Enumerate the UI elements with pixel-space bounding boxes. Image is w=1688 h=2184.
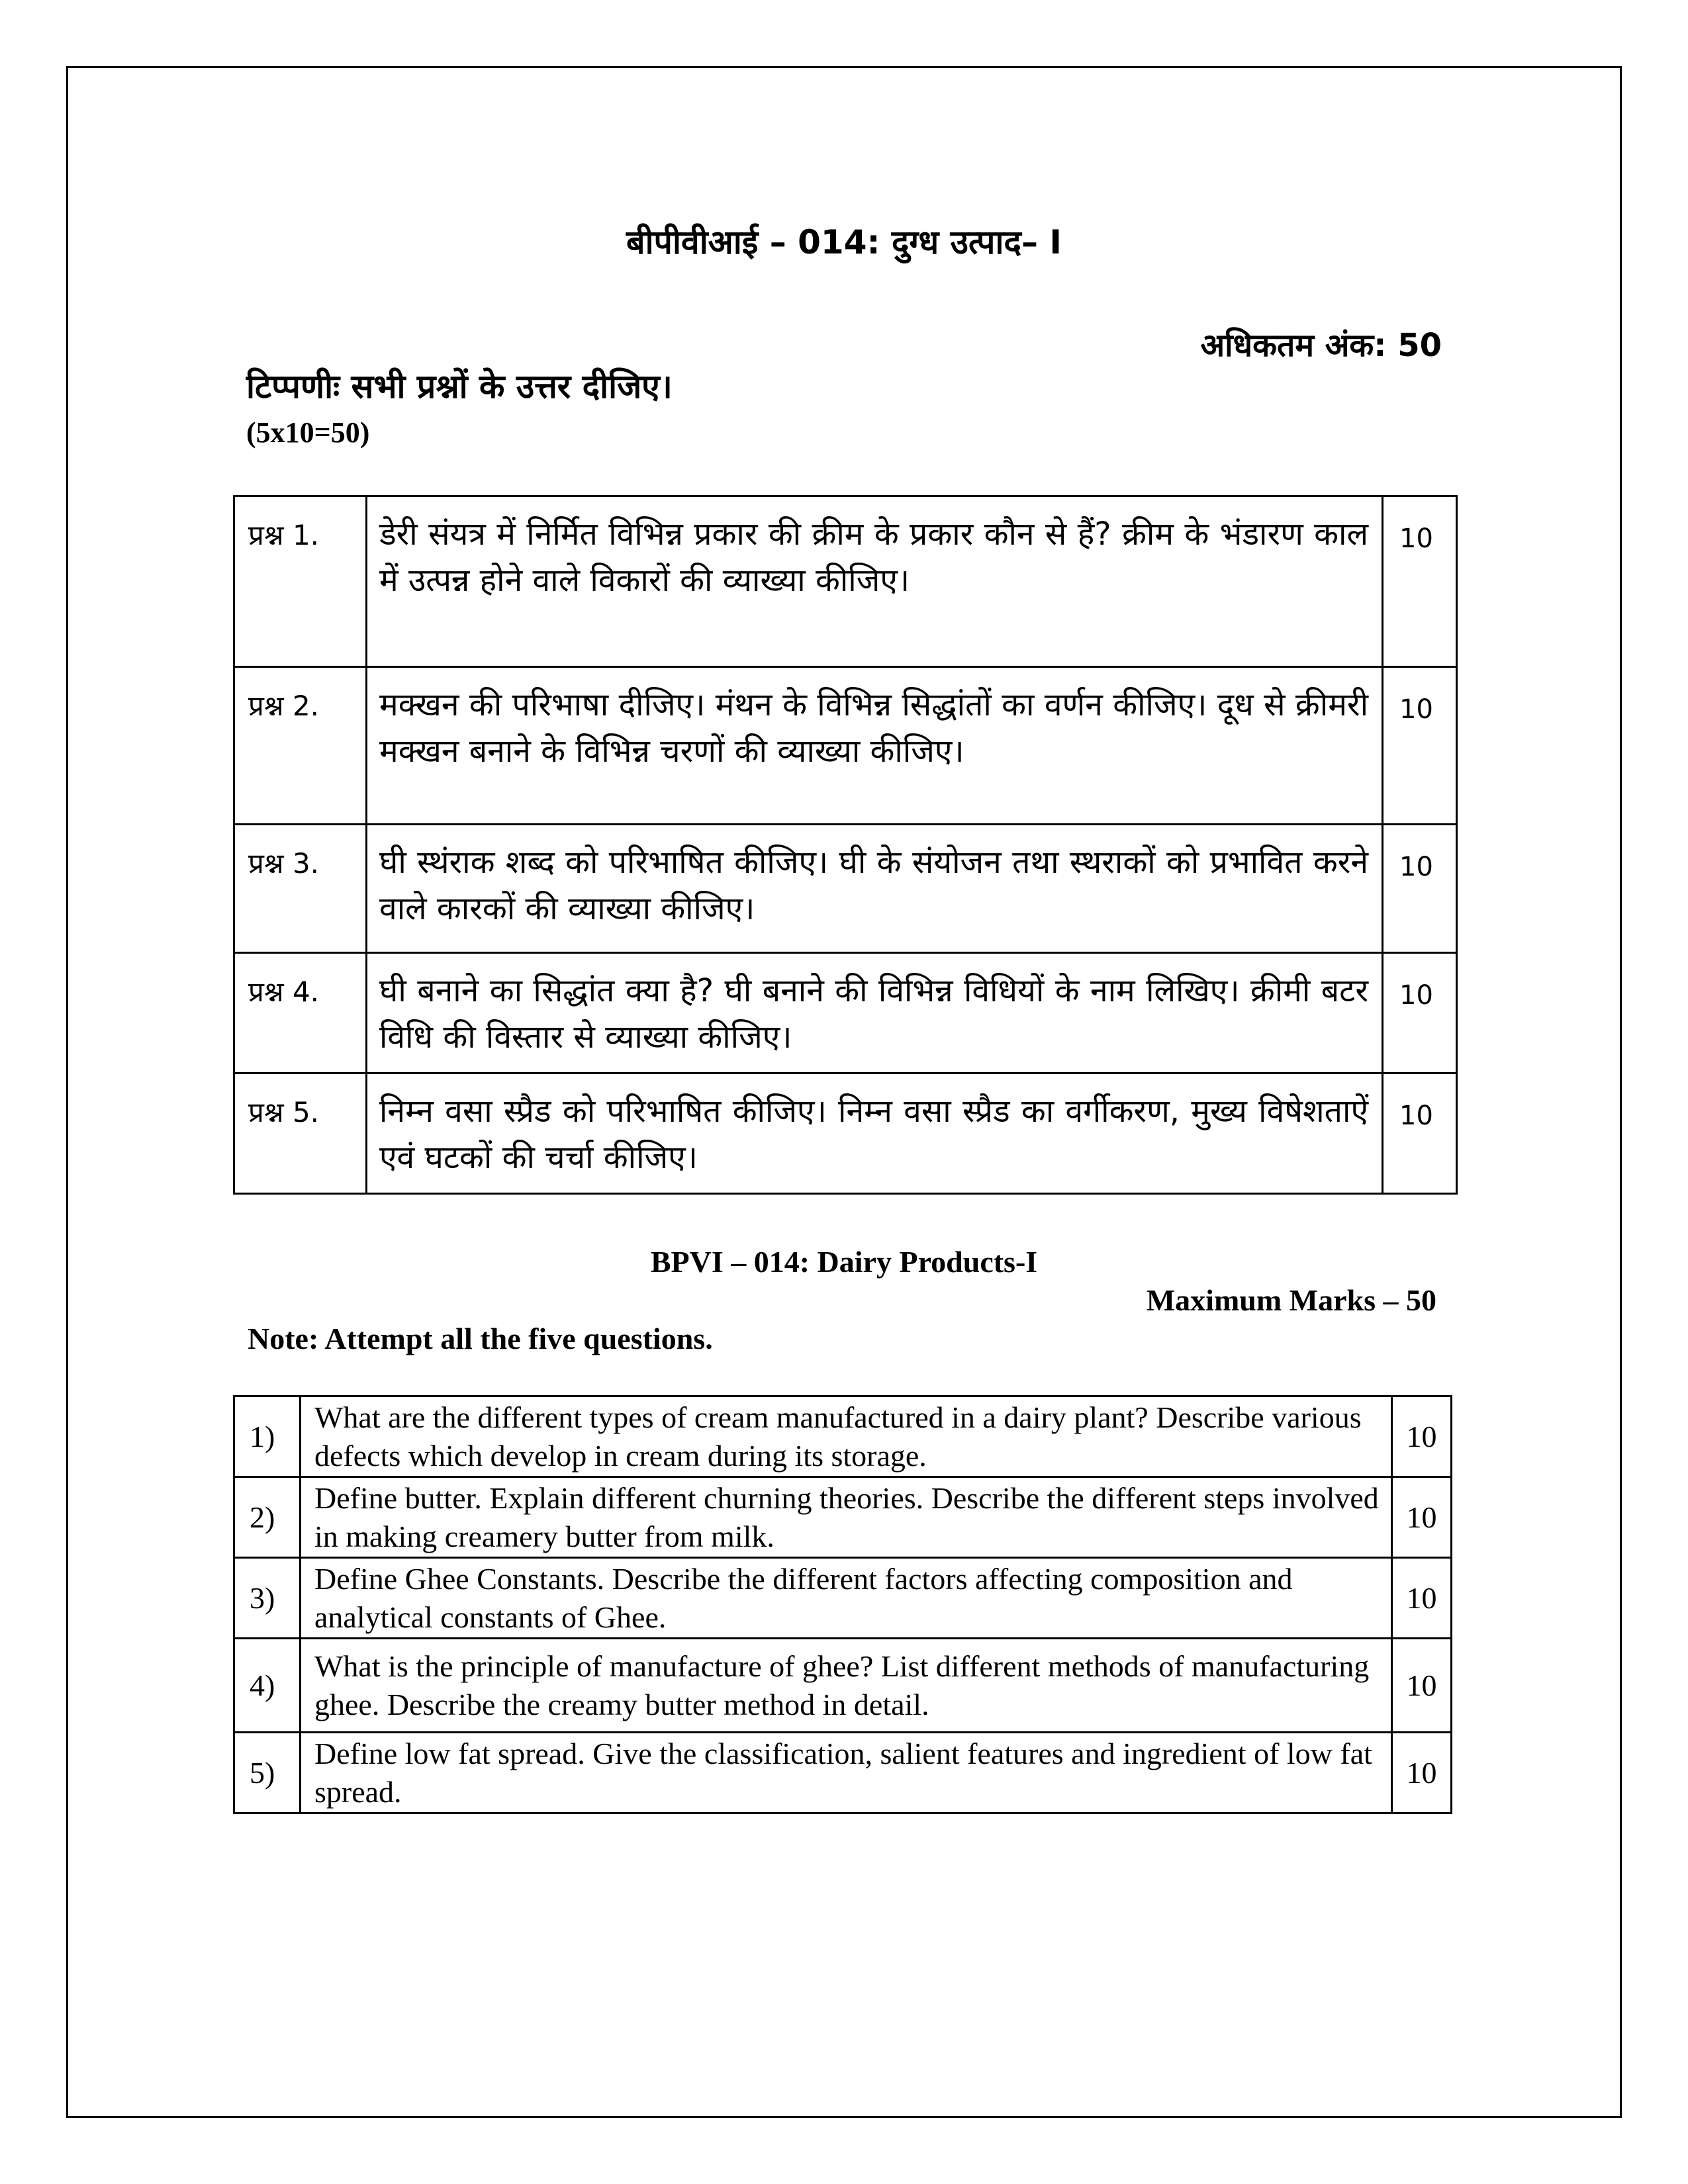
question-label: 5) <box>234 1733 301 1813</box>
question-marks: 10 <box>1383 953 1457 1073</box>
table-row <box>234 1558 1452 1639</box>
question-text: डेरी संयत्र में निर्मित विभिन्न प्रकार की क्रीम के प्रकार कौन से हैं? क्रीम के भंडारण काल में उत्पन्न होने वाले विकारों की व्याख्या कीजिए। <box>367 496 1383 667</box>
question-marks: 10 <box>1392 1558 1452 1639</box>
english-questions-table <box>233 1395 1452 1814</box>
hindi-instruction-note: टिप्पणीः सभी प्रश्नों के उत्तर दीजिए। <box>246 367 673 406</box>
table-row <box>234 953 1457 1073</box>
question-label: 3) <box>234 1558 301 1639</box>
question-marks: 10 <box>1392 1639 1452 1733</box>
table-row <box>234 667 1457 825</box>
question-marks: 10 <box>1383 1073 1457 1194</box>
question-label: प्रश्न 2. <box>234 667 367 825</box>
question-text: मक्खन की परिभाषा दीजिए। मंथन के विभिन्न सिद्धांतों का वर्णन कीजिए। दूध से क्रीमरी मक्खन बनाने के विभिन्न चरणों की व्याख्या कीजिए। <box>367 667 1383 825</box>
english-maximum-marks: Maximum Marks – 50 <box>1146 1283 1436 1317</box>
table-row <box>234 1733 1452 1813</box>
question-marks: 10 <box>1383 496 1457 667</box>
question-label: प्रश्न 5. <box>234 1073 367 1194</box>
question-text: Define butter. Explain different churning theories. Describe the different steps involved in making creamery butter from milk. <box>301 1477 1392 1558</box>
question-marks: 10 <box>1392 1396 1452 1477</box>
question-text: What are the different types of cream manufactured in a dairy plant? Describe various defects which develop in cream during its storage. <box>301 1396 1392 1477</box>
table-row <box>234 1073 1457 1194</box>
hindi-paper-title: बीपीवीआई – 014: दुग्ध उत्पाद– I <box>626 223 1062 261</box>
hindi-questions-table <box>233 495 1458 1195</box>
table-row <box>234 825 1457 953</box>
english-instruction-note: Note: Attempt all the five questions. <box>248 1322 713 1355</box>
question-text: What is the principle of manufacture of ghee? List different methods of manufacturing ghee. Describe the creamy butter method in detail. <box>301 1639 1392 1733</box>
table-row <box>234 1639 1452 1733</box>
question-marks: 10 <box>1392 1477 1452 1558</box>
question-marks: 10 <box>1383 825 1457 953</box>
question-text: घी स्थंराक शब्द को परिभाषित कीजिए। घी के संयोजन तथा स्थराकों को प्रभावित करने वाले कारकों की व्याख्या कीजिए। <box>367 825 1383 953</box>
question-label: 2) <box>234 1477 301 1558</box>
table-row <box>234 496 1457 667</box>
question-text: Define low fat spread. Give the classification, salient features and ingredient of low fat spread. <box>301 1733 1392 1813</box>
question-text: Define Ghee Constants. Describe the different factors affecting composition and analytical constants of Ghee. <box>301 1558 1392 1639</box>
table-row <box>234 1477 1452 1558</box>
question-text: घी बनाने का सिद्धांत क्या है? घी बनाने की विभिन्न विधियों के नाम लिखिए। क्रीमी बटर विधि की विस्तार से व्याख्या कीजिए। <box>367 953 1383 1073</box>
question-marks: 10 <box>1383 667 1457 825</box>
question-label: प्रश्न 4. <box>234 953 367 1073</box>
question-text: निम्न वसा स्प्रैड को परिभाषित कीजिए। निम्न वसा स्प्रैड का वर्गीकरण, मुख्य विषेशताऐं एवं घटकों की चर्चा कीजिए। <box>367 1073 1383 1194</box>
hindi-marking-scheme: (5x10=50) <box>246 416 370 449</box>
question-label: प्रश्न 1. <box>234 496 367 667</box>
english-paper-title: BPVI – 014: Dairy Products-I <box>650 1245 1038 1279</box>
table-row <box>234 1396 1452 1477</box>
question-label: प्रश्न 3. <box>234 825 367 953</box>
question-label: 4) <box>234 1639 301 1733</box>
question-label: 1) <box>234 1396 301 1477</box>
question-marks: 10 <box>1392 1733 1452 1813</box>
hindi-maximum-marks: अधिकतम अंक: 50 <box>1200 327 1442 364</box>
